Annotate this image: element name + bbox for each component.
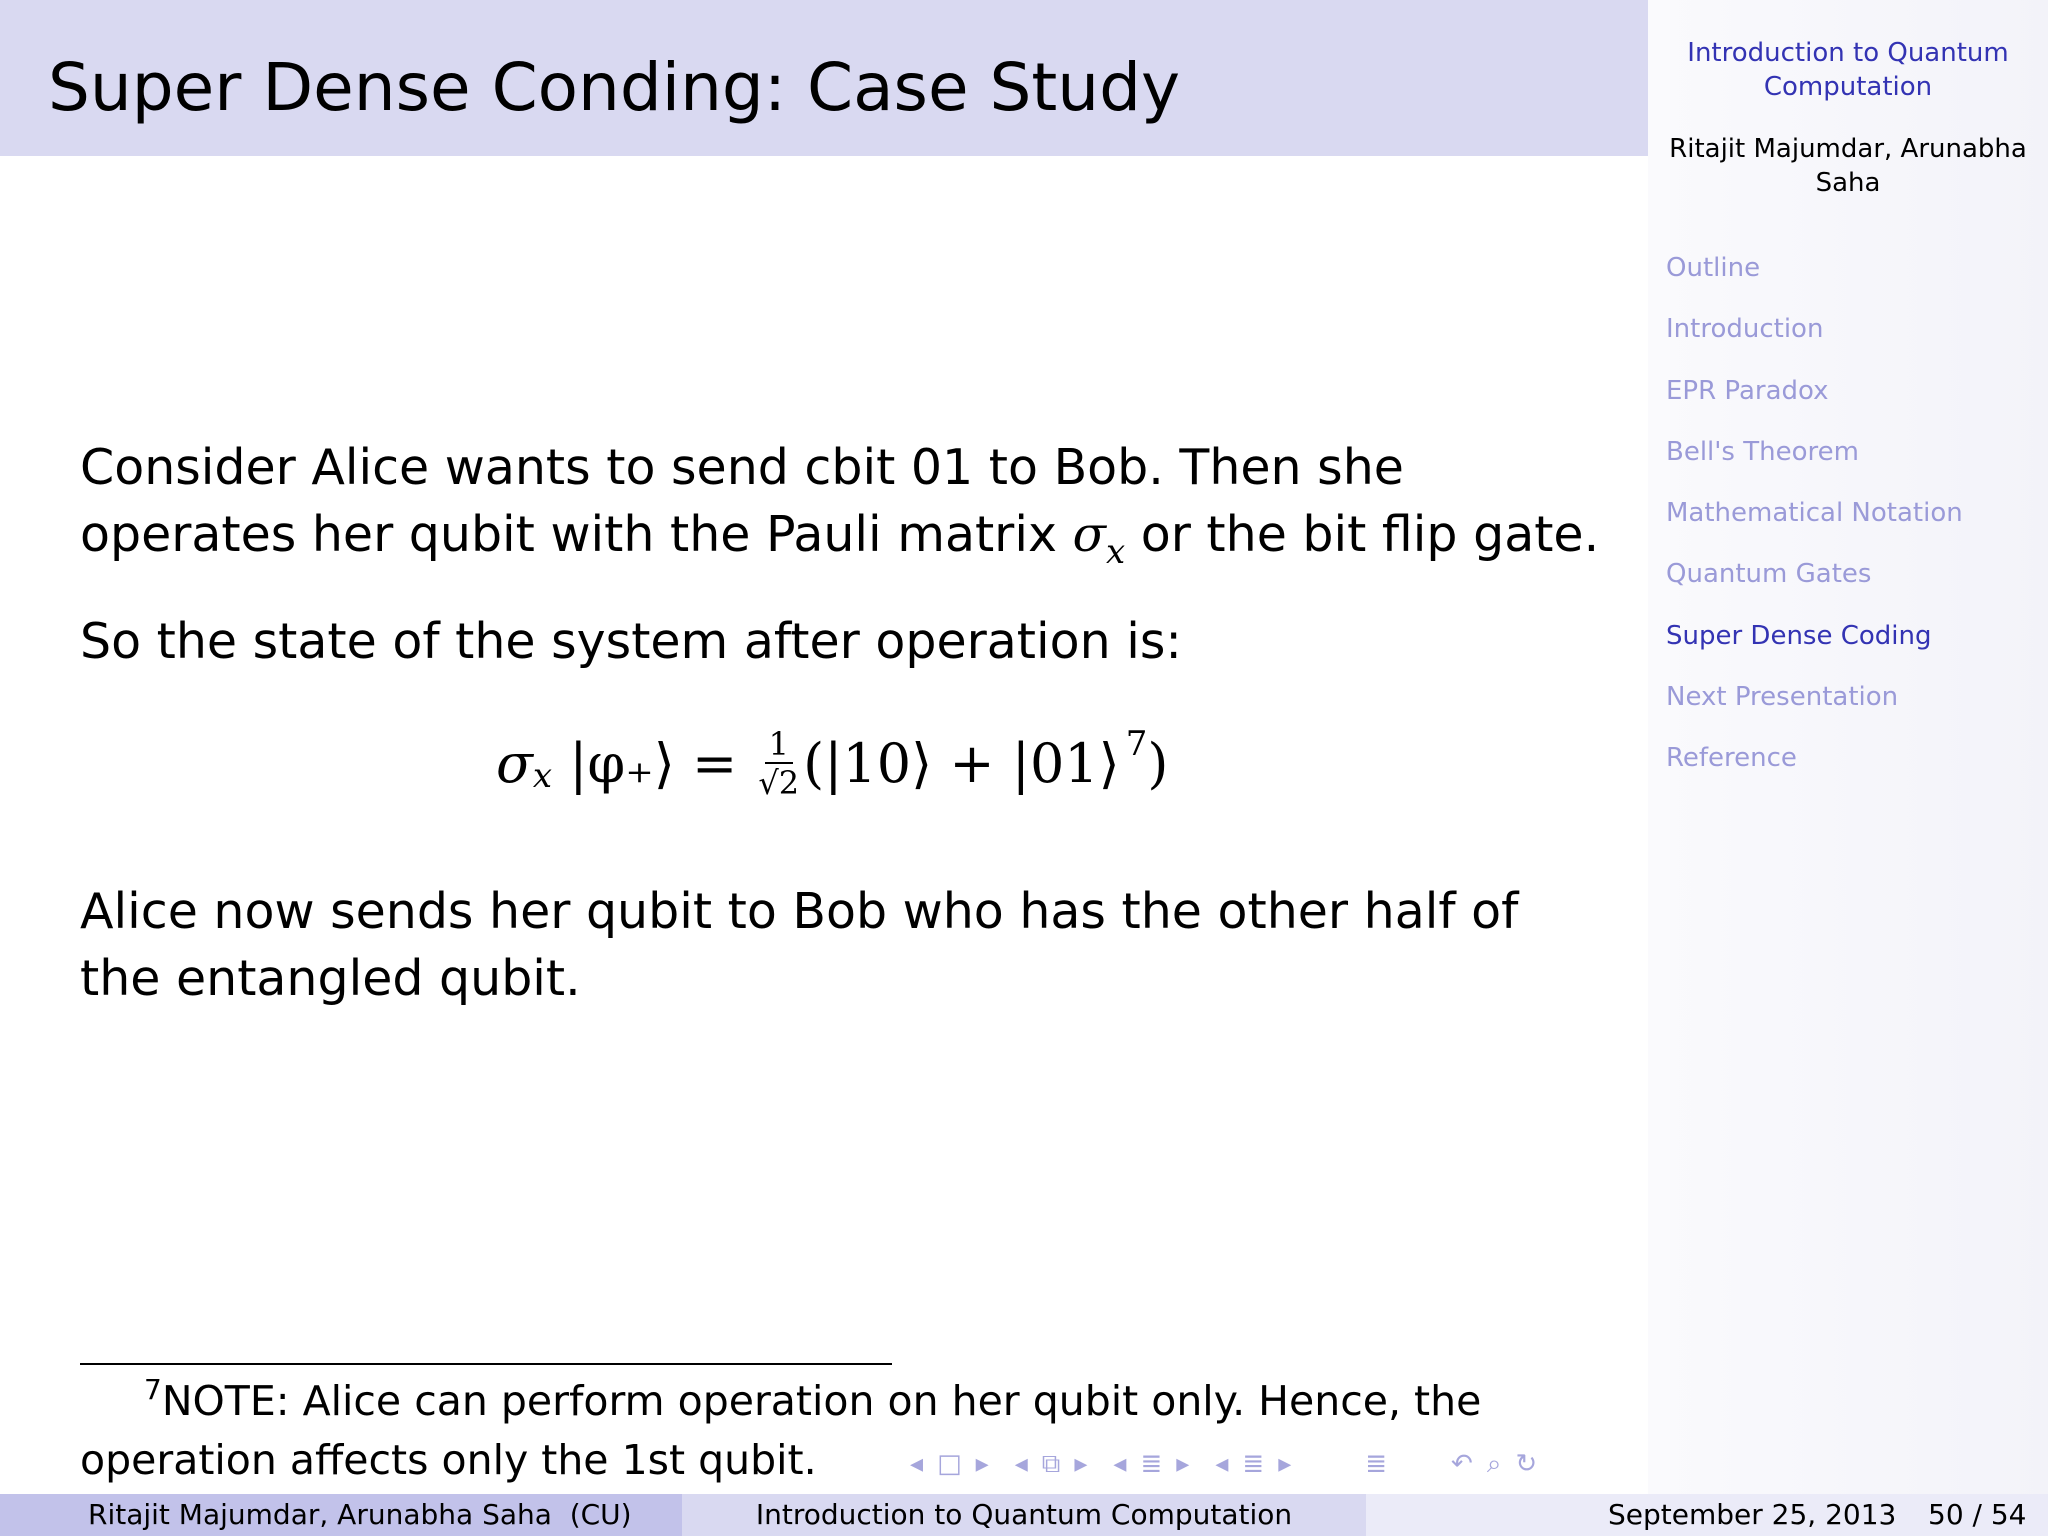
footer-page-number: 50 / 54 bbox=[1928, 1498, 2027, 1531]
eq-sigma: σ bbox=[496, 732, 533, 795]
sidebar-item-next-presentation[interactable]: Next Presentation bbox=[1666, 682, 1899, 713]
nav-next-frame-icon[interactable]: ▸ bbox=[975, 1449, 989, 1479]
footnote-text: NOTE: Alice can perform operation on her qubit only. Hence, the operation affects only the 1st qubit. bbox=[80, 1377, 1482, 1484]
paragraph-state-intro: So the state of the system after operation is: bbox=[80, 613, 1182, 670]
eq-rhs: (|10⟩ + |01⟩ bbox=[803, 732, 1120, 795]
nav-next-document-icon[interactable]: ▸ bbox=[1278, 1449, 1292, 1479]
paragraph-alice-operation bbox=[80, 434, 1600, 574]
sidebar-authors: Ritajit Majumdar, Arunabha Saha bbox=[1669, 134, 2027, 198]
nav-prev-frame-icon[interactable]: ◂ bbox=[910, 1449, 924, 1479]
nav-document-icon[interactable]: ≣ bbox=[1242, 1449, 1265, 1479]
footer-title-box bbox=[682, 1494, 1366, 1536]
sidebar-item-introduction[interactable]: Introduction bbox=[1666, 314, 1824, 345]
sidebar-item-mathematical-notation[interactable]: Mathematical Notation bbox=[1666, 498, 1963, 529]
nav-back-icon[interactable]: ↶ bbox=[1451, 1449, 1473, 1479]
footnote-mark: 7 bbox=[144, 1373, 162, 1406]
frame-header bbox=[0, 0, 1648, 156]
footer-date: September 25, 2013 bbox=[1608, 1498, 1897, 1531]
nav-prev-subsection-icon[interactable]: ◂ bbox=[1014, 1449, 1028, 1479]
nav-next-subsection-icon[interactable]: ▸ bbox=[1074, 1449, 1088, 1479]
paragraph-text-end: or the bit flip gate. bbox=[1125, 506, 1600, 563]
sidebar-item-reference[interactable]: Reference bbox=[1666, 743, 1797, 774]
nav-frame-icon[interactable]: □ bbox=[937, 1449, 962, 1479]
footer-authors: Ritajit Majumdar, Arunabha Saha (CU) bbox=[88, 1498, 632, 1531]
footer-authors-box bbox=[0, 1494, 682, 1536]
nav-search-icon[interactable]: ⌕ bbox=[1486, 1448, 1502, 1479]
nav-prev-document-icon[interactable]: ◂ bbox=[1215, 1449, 1229, 1479]
paragraph-alice-sends: Alice now sends her qubit to Bob who has the other half of the entangled qubit. bbox=[80, 883, 1519, 1007]
sidebar-item-epr-paradox[interactable]: EPR Paradox bbox=[1666, 375, 1829, 406]
equation-state bbox=[496, 714, 1168, 814]
footnote-divider bbox=[80, 1363, 892, 1365]
sidebar-item-super-dense-coding[interactable]: Super Dense Coding bbox=[1666, 620, 1932, 651]
sigma-subscript: x bbox=[1105, 532, 1126, 572]
eq-fraction-numerator: 1 bbox=[765, 726, 793, 764]
sigma-symbol: σ bbox=[1072, 506, 1106, 563]
footnote-reference[interactable]: 7 bbox=[1125, 724, 1148, 764]
sidebar-presentation-title[interactable]: Introduction to Quantum Computation bbox=[1687, 38, 2009, 102]
frame-title: Super Dense Conding: Case Study bbox=[48, 49, 1181, 126]
eq-fraction bbox=[758, 726, 799, 802]
sidebar-item-bells-theorem[interactable]: Bell's Theorem bbox=[1666, 436, 1859, 467]
eq-fraction-denominator: √2 bbox=[758, 764, 800, 802]
sidebar-item-quantum-gates[interactable]: Quantum Gates bbox=[1666, 559, 1872, 590]
sidebar-nav bbox=[1666, 248, 2046, 800]
footer-info-box bbox=[1366, 1494, 2048, 1536]
nav-section-icon[interactable]: ≣ bbox=[1140, 1449, 1163, 1479]
nav-appendix-icon[interactable]: ≣ bbox=[1365, 1449, 1388, 1479]
sidebar bbox=[1648, 0, 2048, 1494]
eq-sigma-subscript: x bbox=[532, 756, 553, 796]
beamer-navigation-bar bbox=[910, 1444, 1537, 1484]
nav-subsection-icon[interactable]: ⧉ bbox=[1041, 1448, 1061, 1479]
sidebar-item-outline[interactable]: Outline bbox=[1666, 253, 1761, 283]
nav-next-section-icon[interactable]: ▸ bbox=[1176, 1449, 1190, 1479]
footer-title: Introduction to Quantum Computation bbox=[755, 1498, 1293, 1531]
footer bbox=[0, 1494, 2048, 1536]
eq-close: ) bbox=[1147, 732, 1169, 795]
eq-ket-lhs: |φ₊⟩ = bbox=[552, 732, 755, 795]
paragraph-text: Consider Alice wants to send cbit 01 to Bob. Then she operates her qubit with the Pauli matrix bbox=[80, 439, 1404, 563]
nav-forward-icon[interactable]: ↻ bbox=[1515, 1449, 1538, 1479]
nav-prev-section-icon[interactable]: ◂ bbox=[1113, 1449, 1127, 1479]
